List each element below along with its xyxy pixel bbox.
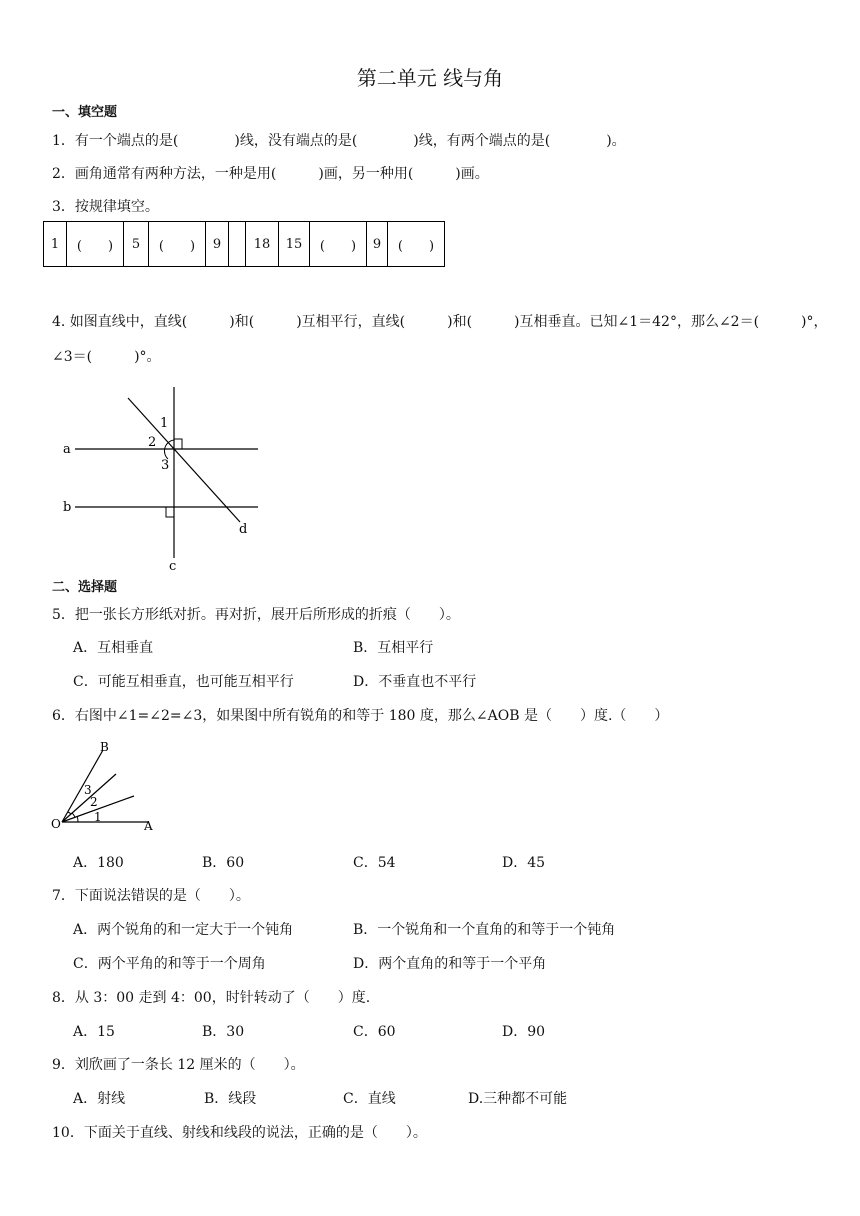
- sequence-cell: 9: [367, 222, 388, 267]
- q8-option-d: D．90: [502, 1024, 546, 1040]
- line-d: [128, 398, 240, 522]
- page-title: 第二单元 线与角: [356, 66, 504, 90]
- line-a-label: a: [63, 442, 71, 457]
- right-angle-mark-b: [166, 507, 174, 517]
- q7-option-a: A．两个锐角的和一定大于一个钝角: [73, 922, 294, 938]
- sequence-cell: 1: [44, 222, 67, 267]
- angle-aob-figure: [48, 738, 163, 836]
- q5-option-b: B．互相平行: [353, 640, 434, 656]
- q7-option-c: C．两个平角的和等于一个周角: [73, 956, 266, 972]
- question-1: 1．有一个端点的是( )线，没有端点的是( )线，有两个端点的是( )。: [52, 133, 626, 149]
- sequence-blank-cell: ( ): [149, 222, 206, 267]
- q6-option-b: B．60: [202, 855, 245, 871]
- angle-arc-2: [72, 813, 75, 817]
- question-6: 6．右图中∠1=∠2=∠3，如果图中所有锐角的和等于 180 度，那么∠AOB 是（ ）度.（ ）: [52, 708, 669, 724]
- sequence-cell: [229, 222, 246, 267]
- question-8: 8．从 3：00 走到 4：00，时针转动了（ ）度.: [52, 990, 371, 1006]
- question-10: 10．下面关于直线、射线和线段的说法，正确的是（ ）。: [52, 1125, 427, 1141]
- point-o-label: O: [51, 817, 61, 831]
- question-3: 3．按规律填空。: [52, 199, 159, 215]
- sequence-blank-cell: ( ): [388, 222, 445, 267]
- section-heading-multiple-choice: 二、选择题: [52, 580, 118, 595]
- q6-option-a: A．180: [73, 855, 124, 871]
- q5-option-a: A．互相垂直: [73, 640, 154, 656]
- question-4-line-1: 4. 如图直线中，直线( )和( )互相平行，直线( )和( )互相垂直。已知∠1＝42°，那么∠2＝( )°，: [52, 314, 828, 330]
- sequence-blank-cell: ( ): [310, 222, 367, 267]
- q7-option-b: B．一个锐角和一个直角的和等于一个钝角: [353, 922, 616, 938]
- question-4-line-2: ∠3＝( )°。: [52, 349, 161, 365]
- q9-option-c: C．直线: [343, 1091, 396, 1107]
- q9-option-d: D.三种都不可能: [468, 1091, 568, 1107]
- sequence-cell: 5: [124, 222, 149, 267]
- q9-option-a: A．射线: [73, 1091, 126, 1107]
- q5-option-d: D．不垂直也不平行: [353, 674, 477, 690]
- sequence-cell: 15: [279, 222, 310, 267]
- line-c-label: c: [169, 559, 177, 572]
- right-angle-mark-a: [174, 439, 182, 449]
- q7-option-d: D．两个直角的和等于一个平角: [353, 956, 547, 972]
- lines-figure: [55, 380, 275, 572]
- q8-option-b: B．30: [202, 1024, 245, 1040]
- point-a-label: A: [144, 819, 153, 833]
- question-7: 7．下面说法错误的是（ ）。: [52, 888, 250, 904]
- question-5: 5．把一张长方形纸对折。再对折，展开后所形成的折痕（ ）。: [52, 607, 460, 623]
- angle-3-label: 3: [84, 783, 92, 797]
- angle-2-label: 2: [90, 795, 98, 809]
- point-b-label: B: [100, 740, 109, 754]
- q5-option-c: C．可能互相垂直，也可能互相平行: [73, 674, 294, 690]
- line-b-label: b: [63, 500, 72, 515]
- angle-3-label: 3: [161, 458, 170, 473]
- sequence-blank-cell: ( ): [67, 222, 124, 267]
- sequence-cell: 9: [206, 222, 229, 267]
- sequence-table: [43, 221, 445, 267]
- q8-option-c: C．60: [353, 1024, 396, 1040]
- angle-arc-3: [68, 812, 71, 814]
- angle-1-label: 1: [94, 810, 102, 824]
- sequence-cell: 18: [246, 222, 279, 267]
- section-heading-fill-blank: 一、填空题: [52, 105, 118, 120]
- line-d-label: d: [239, 522, 248, 537]
- ray-3: [62, 774, 116, 822]
- q8-option-a: A．15: [73, 1024, 115, 1040]
- q9-option-b: B．线段: [204, 1091, 257, 1107]
- q6-option-d: D．45: [502, 855, 546, 871]
- question-9: 9．刘欣画了一条长 12 厘米的（ ）。: [52, 1057, 305, 1073]
- angle-2-label: 2: [148, 435, 157, 450]
- q6-option-c: C．54: [353, 855, 396, 871]
- angle-1-label: 1: [160, 416, 169, 431]
- question-2: 2．画角通常有两种方法，一种是用( )画，另一种用( )画。: [52, 166, 489, 182]
